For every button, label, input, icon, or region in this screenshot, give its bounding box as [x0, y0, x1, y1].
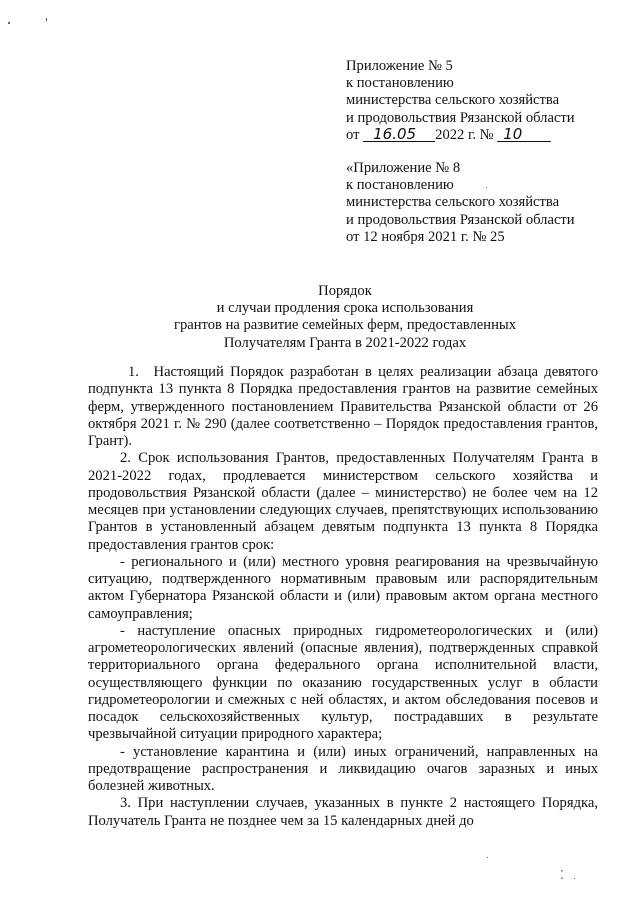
title-line: Получателям Гранта в 2021-2022 годах — [223, 334, 467, 351]
paragraph-2-item-1: - регионального и (или) местного уровня реагирования на чрезвычайную ситуацию, подтвержденного нормативным правовым или распорядительным актом Губернатора Рязанской области и (или) правовым актом органа местного самоуправления; — [88, 553, 598, 622]
appendix-8-line: к постановлению — [346, 177, 454, 194]
handwritten-date: 16.05 — [363, 127, 435, 142]
title-line: Порядок — [318, 283, 372, 299]
appendix-5-line: Приложение № 5 — [346, 58, 453, 74]
paragraph-1: 1. Настоящий Порядок разработан в целях реализации абзаца девятого подпункта 13 пункта 8 Порядка предоставления грантов на развитие семейных ферм, утвержденного постановлением Правительства Рязанской области от 26 октября 2021 г. № 290 (далее соответственно – Порядок предоставления грантов, Грант). — [88, 364, 598, 449]
appendix-8-line: «Приложение № 8 — [346, 160, 461, 176]
paragraph-2: 2. Срок использования Грантов, предоставленных Получателям Гранта в 2021-2022 годах, продлевается министерством сельского хозяйства и продовольствия Рязанской области (далее – министерство) не более чем на 12 месяцев при установлении следующих случаев, препятствующих использованию Грантов в установленный абзацем девятым подпункта 13 пункта 8 Порядка предоставления грантов срок: — [88, 450, 598, 553]
paragraph-2-item-2: - наступление опасных природных гидрометеорологических и (или) агрометеорологических явлений (опасные явления), подтвержденных справкой территориального органа федерального органа исполнительной власти, осуществляющего функции по оказанию государственных услуг в области гидрометеорологии и смежных с ней областях, и актом обследования посевов и посадок сельскохозяйственных культур, пострадавших в результате чрезвычайной ситуации природного характера; — [88, 622, 598, 743]
scan-speck — [8, 22, 10, 24]
date-prefix: от — [346, 126, 360, 143]
appendix-8-line: от 12 ноября 2021 г. № 25 — [346, 228, 505, 245]
scan-speck — [46, 18, 47, 21]
handwritten-number: 10 — [497, 127, 551, 142]
paragraph-3: 3. При наступлении случаев, указанных в пункте 2 настоящего Порядка, Получатель Гранта не позднее чем за 15 календарных дней до — [88, 795, 598, 829]
appendix-5-line: к постановлению — [346, 75, 454, 92]
appendix-8-header — [346, 160, 575, 246]
appendix-5-line: и продовольствия Рязанской области — [346, 109, 575, 126]
appendix-8-line: и продовольствия Рязанской области — [346, 211, 575, 228]
document-title — [100, 283, 590, 352]
appendix-5-header — [346, 58, 575, 144]
document-body — [88, 364, 598, 830]
appendix-8-line: министерства сельского хозяйства — [346, 194, 560, 211]
appendix-5-line: министерства сельского хозяйства — [346, 92, 560, 109]
paragraph-2-item-3: - установление карантина и (или) иных ограничений, направленных на предотвращение распространения и ликвидацию очагов заразных и иных болезней животных. — [88, 743, 598, 794]
scan-speck — [574, 878, 575, 879]
scan-speck — [487, 857, 488, 858]
title-line: и случаи продления срока использования — [216, 300, 474, 317]
appendix-5-date-line — [346, 124, 575, 144]
title-line: грантов на развитие семейных ферм, предоставленных — [173, 317, 516, 334]
scan-speck: ⁚ — [560, 868, 564, 882]
year-number-label: 2022 г. № — [435, 126, 494, 143]
